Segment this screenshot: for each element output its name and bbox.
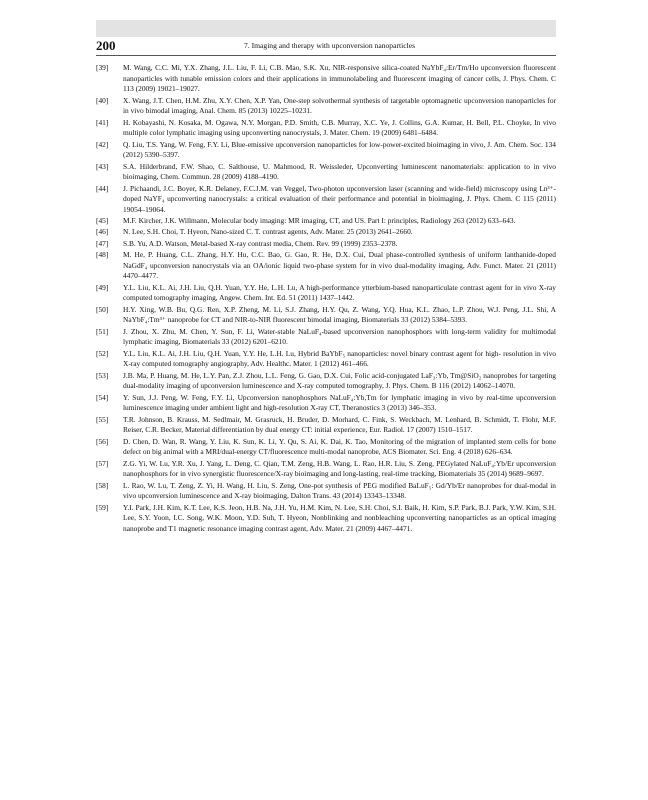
reference-number: [42] [96,139,109,149]
reference-entry [96,459,556,480]
reference-number: [47] [96,238,109,248]
reference-text: N. Lee, S.H. Choi, T. Hyeon, Nano-sized C. T. contrast agents, Adv. Mater. 25 (2013) 2641–2660. [123,227,413,237]
reference-number: [49] [96,282,109,292]
reference-text: S.A. Hilderbrand, F.W. Shao, C. Salthouse, U. Mahmood, R. Weissleder, Upconverting luminescent nanomaterials: application to in vivo bioimaging, Chem. Commun. 28 (2009) 4188–4190. [123,161,556,182]
reference-entry [96,118,556,139]
header-rule [96,55,556,56]
reference-number: [55] [96,414,109,424]
reference-text: Y.I. Park, J.H. Kim, K.T. Lee, K.S. Jeon, H.B. Na, J.H. Yu, H.M. Kim, N. Lee, S.H. Choi, S.I. Baik, H. Kim, S.P. Park, B.J. Park, Y.W. Kim, S.H. Lee, S.Y. Yoon, I.C. Song, W.K. Moon, Y.D. Suh, T. Hyeon, Nonblinking and nonbleaching upconverting nanoparticles as an optical imaging nanoprobe and T1 magnetic resonance imaging contrast agent, Adv. Mater. 21 (2009) 4467–4471. [123,502,556,533]
reference-number: [39] [96,63,109,72]
reference-number: [40] [96,95,109,105]
reference-entry [96,216,556,227]
reference-entry [96,349,556,370]
reference-text: J.B. Ma, P. Huang, M. He, L.Y. Pan, Z.J. Zhou, L.L. Feng, G. Gao, D.X. Cui, Folic acid-conjugated LaF₃:Yb, Tm@SiO₂ nanoprobes for targeting dual-modality imaging of upconversion luminescence and X-ray computed tomography, J. Phys. Chem. B 116 (2012) 14062–14070. [123,370,556,391]
reference-entry [96,96,556,117]
reference-text: M. Wang, C.C. Mi, Y.X. Zhang, J.L. Liu, F. Li, C.B. Mao, S.K. Xu, NIR-responsive silica-coated NaYbF₄:Er/Tm/Ho upconversion fluorescent nanoparticles with tunable emission colors and their applications in immunolabeling and fluorescent imaging of cancer cells, J. Phys. Chem. C 113 (2009) 19021–19027. [123,63,556,94]
running-head [96,38,556,54]
reference-entry [96,437,556,458]
reference-number: [50] [96,304,109,314]
reference-number: [48] [96,250,109,260]
reference-number: [43] [96,161,109,171]
reference-entry [96,239,556,250]
reference-entry [96,371,556,392]
reference-entry [96,63,556,95]
reference-entry [96,393,556,414]
reference-text: Q. Liu, T.S. Yang, W. Feng, F.Y. Li, Blue-emissive upconversion nanoparticles for low-power-excited bioimaging in vivo, J. Am. Chem. Soc. 134 (2012) 5390–5397. [123,139,556,160]
reference-number: [52] [96,348,109,358]
reference-text: H. Kobayashi, N. Kosaka, M. Ogawa, N.Y. Morgan, P.D. Smith, C.B. Murray, X.C. Ye, J. Collins, G.A. Kumar, H. Bell, P.L. Choyke, In vivo multiple color lymphatic imaging using upconverting nanocrystals, J. Mater. Chem. 19 (2009) 6481–6484. [123,117,556,138]
reference-text: T.R. Johnson, B. Krauss, M. Sedlmair, M. Grasruck, H. Bruder, D. Morhard, C. Fink, S. Weckbach, M. Lenhard, B. Schmidt, T. Flohr, M.F. Reiser, C.R. Becker, Material differentiation by dual energy CT: initial experience, Eur. Radiol. 17 (2007) 1510–1517. [123,414,556,435]
reference-number: [57] [96,458,109,468]
reference-number: [59] [96,502,109,512]
reference-text: S.B. Yu, A.D. Watson, Metal-based X-ray contrast media, Chem. Rev. 99 (1999) 2353–2378. [123,238,398,248]
reference-entry [96,283,556,304]
reference-number: [45] [96,216,109,226]
reference-number: [54] [96,392,109,402]
reference-number: [56] [96,436,109,446]
reference-entry [96,250,556,282]
reference-entry [96,503,556,535]
page-number: 200 [96,38,116,53]
reference-text: J. Zhou, X. Zhu, M. Chen, Y. Sun, F. Li, Water-stable NaLuF₄-based upconversion nanophosphors with long-term validity for multimodal lymphatic imaging, Biomaterials 33 (2012) 6201–6210. [123,326,556,347]
reference-entry [96,162,556,183]
reference-number: [58] [96,480,109,490]
reference-number: [53] [96,370,109,380]
header-bar [96,20,556,37]
reference-entry [96,327,556,348]
reference-entry [96,415,556,436]
reference-text: D. Chen, D. Wan, R. Wang, Y. Liu, K. Sun, K. Li, Y. Qu, S. Ai, K. Dai, K. Tao, Monitoring of the migration of implanted stem cells for bone defect on big animal with a MRI/dual-energy CT/fluorescence multi-modal nanoprobe, ACS Biomater. Sci. Eng. 4 (2018) 626–634. [123,436,556,457]
reference-text: M.F. Kircher, J.K. Willmann, Molecular body imaging: MR imaging, CT, and US. Part I: principles, Radiology 263 (2012) 633–643. [123,216,516,226]
reference-entry [96,184,556,216]
reference-number: [51] [96,326,109,336]
reference-entry [96,305,556,326]
reference-text: X. Wang, J.T. Chen, H.M. Zhu, X.Y. Chen, X.P. Yan, One-step solvothermal synthesis of targetable optomagnetic upconversion nanoparticles for in vivo bimodal imaging, Anal. Chem. 85 (2013) 10225–10231. [123,95,556,116]
chapter-title: 7. Imaging and therapy with upconversion nanoparticles [244,41,416,50]
reference-entry [96,140,556,161]
reference-text: M. He, P. Huang, C.L. Zhang, H.Y. Hu, C.C. Bao, G. Gao, R. He, D.X. Cui, Dual phase-controlled synthesis of uniform lanthanide-doped NaGdF₄ upconversion nanocrystals via an OA/ionic liquid two-phase system for in vivo dual-modality imaging, Adv. Funct. Mater. 21 (2011) 4470–4477. [123,250,556,281]
reference-text: Y.L. Liu, K.L. Ai, J.H. Liu, Q.H. Yuan, Y.Y. He, L.H. Lu, A high-performance ytterbium-based nanoparticulate contrast agent for in vivo X-ray computed tomography imaging, Angew. Chem. Int. Ed. 51 (2011) 1437–1442. [123,282,556,303]
reference-number: [46] [96,227,109,237]
reference-list [96,63,556,535]
reference-text: H.Y. Xing, W.B. Bu, Q.G. Ren, X.P. Zheng, M. Li, S.J. Zhang, H.Y. Qu, Z. Wang, Y.Q. Hua, K.L. Zhao, L.P. Zhou, W.J. Peng, J.L. Shi, A NaYbF₄:Tm³⁺ nanoprobe for CT and NIR-to-NIR fluorescent bimodal imaging, Biomaterials 33 (2012) 5384–5393. [123,304,556,325]
reference-text: Z.G. Yi, W. Lu, Y.R. Xu, J. Yang, L. Deng, C. Qian, T.M. Zeng, H.B. Wang, L. Rao, H.R. Liu, S. Zeng, PEGylated NaLuF₄:Yb/Er upconversion nanophosphors for in vivo synergistic fluorescence/X-ray bioimaging and long-lasting, real-time tracking, Biomaterials 35 (2014) 9689–9697. [123,458,556,479]
reference-entry [96,227,556,238]
reference-number: [44] [96,183,109,193]
reference-text: L. Rao, W. Lu, T. Zeng, Z. Yi, H. Wang, H. Liu, S. Zeng, One-pot synthesis of PEG modified BaLuF₅: Gd/Yb/Er nanoprobes for dual-modal in vivo upconversion luminescence and X-ray bioimaging, Dalton Trans. 43 (2014) 13343–13348. [123,480,556,501]
reference-text: Y.L. Liu, K.L. Ai, J.H. Liu, Q.H. Yuan, Y.Y. He, L.H. Lu, Hybrid BaYbF₅ nanoparticles: novel binary contrast agent for high- resolution in vivo X-ray computed tomography angiography, Adv. Healthc. Mater. 1 (2012) 461–466. [123,348,556,369]
reference-text: Y. Sun, J.J. Peng, W. Feng, F.Y. Li, Upconversion nanophosphors NaLuF₄:Yb,Tm for lymphatic imaging in vivo by real-time upconversion luminescence imaging under ambient light and high-resolution X-ray CT, Theranostics 3 (2013) 346–353. [123,392,556,413]
reference-text: J. Pichaandi, J.C. Boyer, K.R. Delaney, F.C.J.M. van Veggel, Two-photon upconversion laser (scanning and wide-field) microscopy using Ln³⁺-doped NaYF₄ upconverting nanocrystals: a critical evaluation of their performance and potential in bioimaging, J. Phys. Chem. C 115 (2011) 19054–19064. [123,183,556,214]
reference-entry [96,481,556,502]
reference-number: [41] [96,117,109,127]
